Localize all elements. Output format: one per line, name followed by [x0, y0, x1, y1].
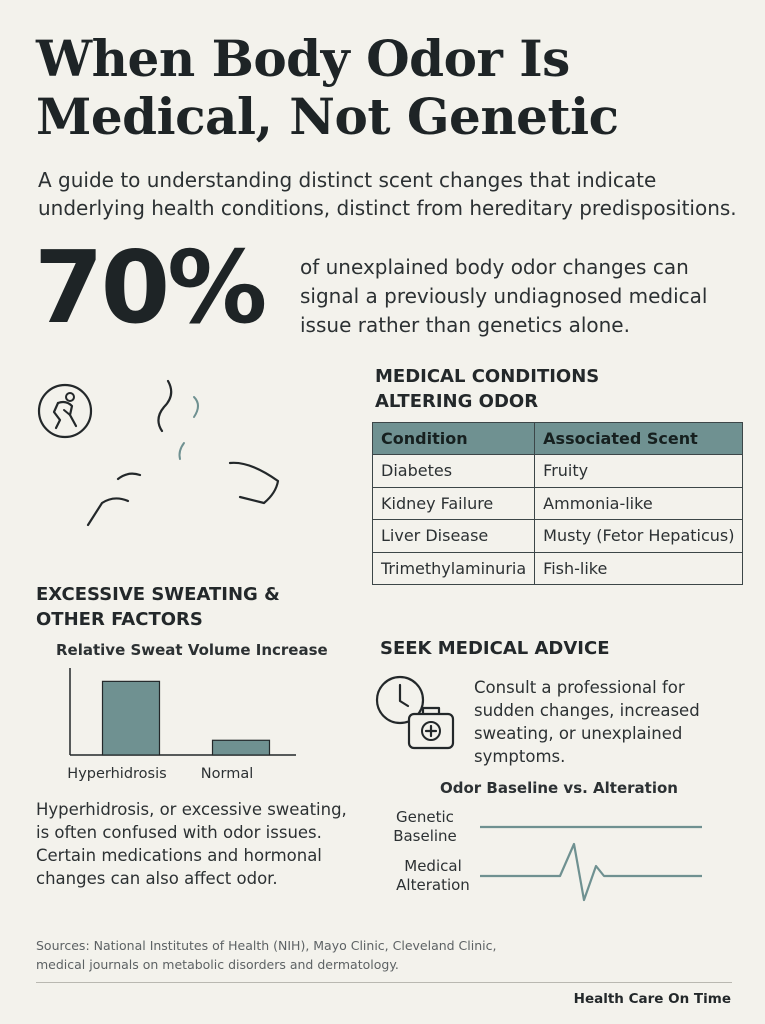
column-header-scent: Associated Scent [535, 423, 743, 455]
sweating-text-line-4: changes can also affect odor. [36, 869, 278, 888]
sweating-text-line-3: Certain medications and hormonal [36, 846, 322, 865]
odor-wisp-icon [80, 375, 290, 535]
brand-name: Health Care On Time [573, 991, 731, 1007]
bar-normal [213, 740, 270, 755]
advice-line-3: sweating, or unexplained [474, 724, 683, 743]
sources [36, 936, 736, 974]
subtitle-line-2: underlying health conditions, distinct from hereditary predispositions. [38, 196, 737, 220]
conditions-heading [375, 364, 599, 414]
title-line-2: Medical, Not Genetic [36, 87, 619, 146]
conditions-heading-line-2: ALTERING ODOR [375, 391, 539, 412]
sources-line-1: Sources: National Institutes of Health (NIH), Mayo Clinic, Cleveland Clinic, [36, 938, 497, 953]
advice-line-2: sudden changes, increased [474, 701, 700, 720]
condition-cell: Liver Disease [373, 520, 535, 553]
advice-heading: SEEK MEDICAL ADVICE [380, 638, 610, 659]
stat-line-2: signal a previously undiagnosed medical [300, 284, 708, 308]
condition-cell: Kidney Failure [373, 487, 535, 520]
condition-cell: Trimethylaminuria [373, 552, 535, 585]
scent-cell: Fish-like [535, 552, 743, 585]
scent-cell: Ammonia-like [535, 487, 743, 520]
table-row [373, 487, 743, 520]
page-title [36, 30, 736, 146]
chart-title: Relative Sweat Volume Increase [56, 641, 328, 659]
footer-divider [36, 982, 732, 983]
baseline-title: Odor Baseline vs. Alteration [440, 779, 678, 797]
sweating-heading-line-1: EXCESSIVE SWEATING & [36, 584, 280, 605]
bar-label-normal: Normal [200, 766, 254, 782]
conditions-heading-line-1: MEDICAL CONDITIONS [375, 366, 600, 387]
genetic-label-line-1: Genetic [396, 808, 454, 826]
sweating-text-line-2: is often confused with odor issues. [36, 823, 322, 842]
sources-line-2: medical journals on metabolic disorders and dermatology. [36, 957, 399, 972]
advice-text [474, 676, 734, 768]
table-row [373, 520, 743, 553]
medical-label-line-2: Alteration [396, 876, 470, 894]
column-header-condition: Condition [373, 423, 535, 455]
scent-cell: Musty (Fetor Hepaticus) [535, 520, 743, 553]
table-row [373, 455, 743, 488]
condition-cell: Diabetes [373, 455, 535, 488]
first-aid-kit-icon [406, 704, 456, 752]
baseline-lines [478, 810, 708, 910]
advice-line-4: symptoms. [474, 747, 566, 766]
stat-line-1: of unexplained body odor changes can [300, 255, 689, 279]
title-line-1: When Body Odor Is [36, 29, 570, 88]
table-row [373, 552, 743, 585]
genetic-baseline-label [380, 808, 470, 846]
bar-hyperhidrosis [103, 681, 160, 755]
sweating-text-line-1: Hyperhidrosis, or excessive sweating, [36, 800, 347, 819]
medical-alteration-line [480, 844, 702, 900]
medical-label-line-1: Medical [404, 857, 462, 875]
medical-alteration-label [388, 857, 478, 895]
stat-value: 70% [34, 229, 265, 346]
subtitle [38, 166, 738, 222]
sweat-volume-chart [60, 664, 300, 788]
bar-label-hyperhidrosis: Hyperhidrosis [67, 766, 167, 782]
stat-description [300, 253, 740, 340]
table-header-row [373, 423, 743, 455]
sweating-heading-line-2: OTHER FACTORS [36, 609, 203, 630]
stat-line-3: issue rather than genetics alone. [300, 313, 630, 337]
scent-cell: Fruity [535, 455, 743, 488]
genetic-label-line-2: Baseline [393, 827, 457, 845]
advice-line-1: Consult a professional for [474, 678, 685, 697]
conditions-table [372, 422, 743, 585]
subtitle-line-1: A guide to understanding distinct scent changes that indicate [38, 168, 657, 192]
sweating-heading [36, 582, 280, 632]
sweating-description [36, 798, 356, 890]
